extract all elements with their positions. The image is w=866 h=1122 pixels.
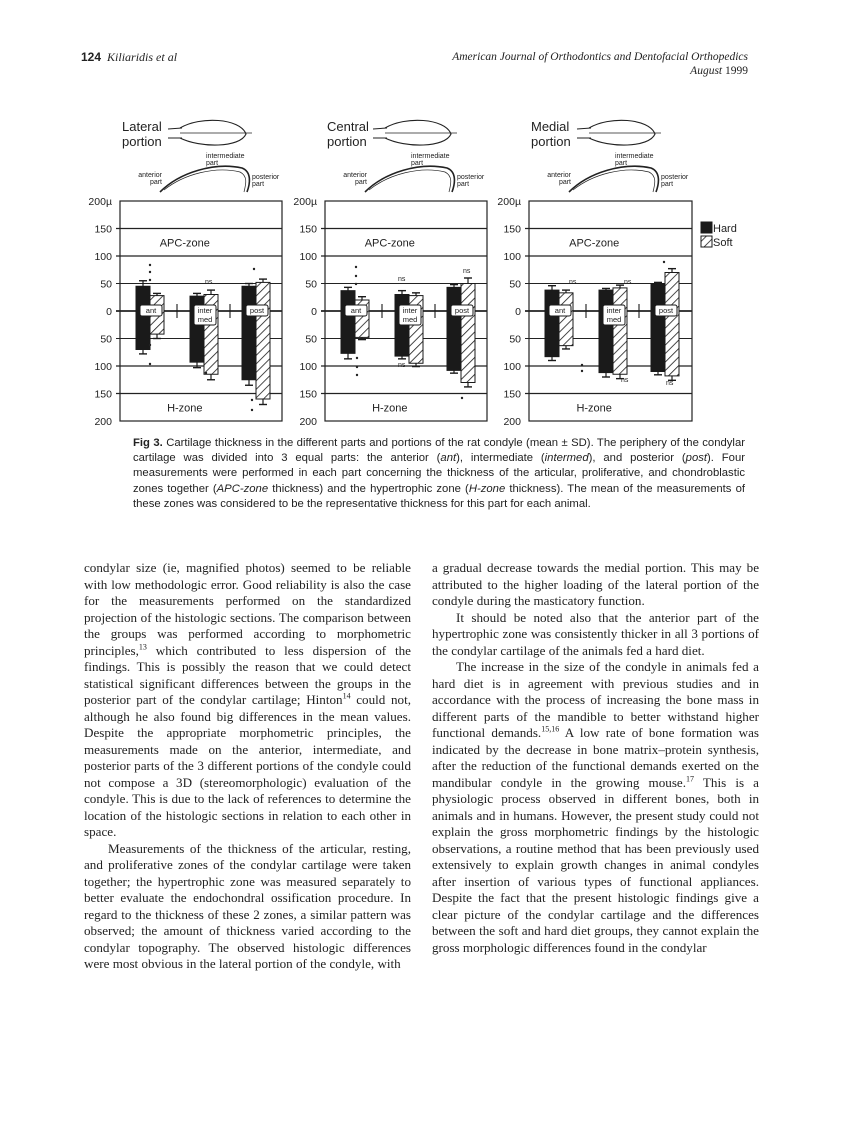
svg-text:post: post — [658, 306, 674, 315]
y-tick-label: 50 — [509, 333, 521, 346]
svg-text:ant: ant — [350, 306, 362, 315]
journal-title: American Journal of Orthodontics and Dentofacial Orthopedics — [452, 51, 748, 63]
y-tick-label: 200 — [503, 416, 521, 428]
svg-text:med: med — [197, 315, 213, 324]
y-tick-label: 50 — [305, 278, 317, 291]
y-tick-label: 100 — [94, 361, 112, 373]
y-tick-label: 50 — [509, 278, 521, 291]
svg-text:portion: portion — [327, 134, 367, 149]
legend-swatch-hard — [701, 222, 712, 233]
bar-soft-post — [665, 273, 679, 376]
svg-text:inter: inter — [402, 306, 418, 315]
chart-panel-lateral-portion — [88, 119, 282, 428]
citation-ref: 14 — [342, 691, 351, 701]
svg-text:posterior: posterior — [457, 174, 485, 181]
outlier-point — [461, 397, 463, 399]
svg-text:part: part — [206, 160, 219, 167]
y-tick-label: 100 — [503, 361, 521, 373]
svg-text:anterior: anterior — [547, 172, 571, 179]
outlier-point — [251, 399, 253, 401]
page-number: 124 — [81, 50, 102, 64]
ns-annotation: ns — [666, 380, 674, 387]
outlier-point — [355, 283, 357, 285]
y-tick-label: 0 — [515, 306, 521, 318]
y-tick-label: 200µ — [88, 196, 112, 208]
citation-ref: 15,16 — [541, 724, 560, 734]
cartilage-section-icon — [569, 166, 658, 192]
body-column-right — [432, 560, 759, 956]
outlier-point — [356, 374, 358, 376]
legend-swatch-soft — [701, 236, 712, 247]
svg-text:med: med — [606, 315, 622, 324]
outlier-point — [149, 279, 151, 281]
svg-text:anterior: anterior — [138, 172, 162, 179]
ns-annotation: ns — [398, 276, 406, 283]
figure-label: Fig 3. — [133, 437, 163, 449]
outlier-point — [149, 344, 151, 346]
ns-annotation: ns — [569, 279, 577, 286]
ns-annotation: ns — [624, 279, 632, 286]
svg-text:part: part — [615, 160, 628, 167]
bar-hard-post — [447, 287, 461, 370]
y-tick-label: 100 — [503, 251, 521, 263]
svg-text:part: part — [411, 160, 424, 167]
paragraph: It should be noted also that the anterior part of the hypertrophic zone was consistently thicker in all 3 portions of the condylar cartilage of the animals fed a hard diet. — [432, 609, 759, 658]
h-zone-label: H-zone — [576, 402, 612, 415]
svg-text:part: part — [354, 179, 367, 186]
svg-text:inter: inter — [197, 306, 213, 315]
ns-annotation: ns — [621, 377, 629, 384]
y-tick-label: 200 — [94, 416, 112, 428]
legend-label: Soft — [713, 237, 733, 249]
chart-legend — [701, 222, 737, 249]
y-tick-label: 0 — [106, 306, 112, 318]
ns-annotation: ns — [463, 268, 471, 275]
y-tick-label: 200µ — [497, 196, 521, 208]
svg-text:ant: ant — [145, 306, 157, 315]
cartilage-section-icon — [365, 166, 454, 192]
svg-text:posterior: posterior — [661, 174, 689, 181]
svg-text:intermediate: intermediate — [411, 153, 450, 160]
h-zone-label: H-zone — [372, 402, 408, 415]
bar-soft-post — [461, 284, 475, 383]
paragraph: a gradual decrease towards the medial portion. This may be attributed to the higher loading of the lateral portion of the condyle during the masticatory function. — [432, 560, 759, 608]
apc-zone-label: APC-zone — [569, 237, 620, 250]
outlier-point — [251, 409, 253, 411]
svg-text:posterior: posterior — [252, 174, 280, 181]
citation-ref: 13 — [138, 642, 147, 652]
bar-hard-post — [242, 286, 256, 380]
y-tick-label: 100 — [299, 361, 317, 373]
outlier-point — [356, 366, 358, 368]
outlier-point — [149, 264, 151, 266]
paragraph: Measurements of the thickness of the articular, resting, and proliferative zones of the condylar cartilage were taken together; the hypertrophic zone was measured separately to better evaluate the endochondral ossification procedure. In regard to the thickness of these 2 zones, a similar pattern was observed; the amount of thickness varied according to the condylar topography. The observed histologic differences were most obvious in the lateral portion of the condyle, with — [84, 840, 411, 971]
outlier-point — [149, 271, 151, 273]
y-tick-label: 100 — [299, 251, 317, 263]
citation-ref: 17 — [686, 774, 695, 784]
svg-text:ant: ant — [554, 306, 566, 315]
legend-label: Hard — [713, 223, 737, 235]
outlier-point — [253, 268, 255, 270]
svg-text:intermediate: intermediate — [615, 153, 654, 160]
svg-text:post: post — [249, 306, 265, 315]
outlier-point — [663, 261, 665, 263]
outlier-point — [355, 266, 357, 268]
svg-text:part: part — [558, 179, 571, 186]
ns-annotation: ns — [205, 279, 213, 286]
y-tick-label: 150 — [299, 388, 317, 401]
bar-hard-ant — [545, 290, 559, 357]
portion-title: Medial — [531, 119, 570, 134]
y-tick-label: 150 — [94, 223, 112, 236]
body-column-left — [84, 560, 411, 973]
outlier-point — [149, 363, 151, 365]
svg-text:part: part — [149, 179, 162, 186]
outlier-point — [581, 364, 583, 366]
bar-soft-inter-med — [613, 288, 627, 374]
svg-text:inter: inter — [606, 306, 622, 315]
portion-title: Central — [327, 119, 369, 134]
chart-panel-medial-portion — [497, 119, 692, 428]
ns-annotation: ns — [398, 362, 406, 369]
chart-panel-central-portion — [293, 119, 487, 428]
y-tick-label: 200 — [299, 416, 317, 428]
y-tick-label: 50 — [100, 278, 112, 291]
svg-text:part: part — [457, 181, 470, 188]
bar-hard-inter-med — [599, 290, 613, 373]
bar-hard-ant — [341, 291, 355, 354]
svg-text:portion: portion — [531, 134, 571, 149]
svg-text:post: post — [454, 306, 470, 315]
paragraph: The increase in the size of the condyle in animals fed a hard diet is in agreement with previous studies and in accordance with the process of increasing the bone mass in different parts of the mandible to better withstand higher functional demands.$^{15,16}$ A low rate of bone formation was indicated by the decrease in bone matrix–protein synthesis, after the reduction of the functional demands exerted on the mandibular condyle in the growing mouse.$^{17}$ This is a physiologic process observed in different bones, both in animals and in humans. However, the present study could not explain the gross morphometric findings by the histologic observations, a routine method that has been previously used extensively to explain growth changes in animal condyles after insertion of various types of functional appliances. Despite the fact that the present histologic findings give a clear picture of the condylar cartilage and the differences between the soft and hard diet groups, they cannot explain the gross morphologic differences found in the condylar — [432, 659, 759, 955]
outlier-point — [356, 357, 358, 359]
bar-hard-ant — [136, 286, 150, 349]
paragraph: condylar size (ie, magnified photos) seemed to be reliable with low methodologic error. Good reliability is also the case for the measurements performed on the standardized projection of the histologic sections. The comparison between the groups was performed according to morphometric principles,$^{13}$ which contributed to less dispersion of the findings. This is possibly the reason that we could detect statistical significant differences between the groups in the posterior part of the condylar cartilage; Hinton$^{14}$ could not, although he also found big differences in the mean values. Despite the appropriate morphometric principles, the measurements made on the anterior, intermediate, and posterior parts of the 3 different portions of the condyle could not compose a 3D (stereomorphologic) evaluation of the condyle. This is due to the lack of references to determine the location of the histologic sections in relation to each other in space. — [84, 560, 411, 839]
y-tick-label: 50 — [100, 333, 112, 346]
y-tick-label: 150 — [299, 223, 317, 236]
running-authors: Kiliaridis et al — [107, 50, 178, 64]
outlier-point — [581, 370, 583, 372]
outlier-point — [205, 372, 207, 374]
svg-text:portion: portion — [122, 134, 162, 149]
svg-text:anterior: anterior — [343, 172, 367, 179]
svg-text:part: part — [661, 181, 674, 188]
svg-text:med: med — [402, 315, 418, 324]
bar-soft-post — [256, 282, 270, 399]
y-tick-label: 200µ — [293, 196, 317, 208]
issue-date: August 1999 — [690, 65, 748, 77]
outlier-point — [355, 275, 357, 277]
apc-zone-label: APC-zone — [364, 237, 415, 250]
bar-hard-post — [651, 284, 665, 372]
svg-text:part: part — [252, 181, 265, 188]
h-zone-label: H-zone — [167, 402, 203, 415]
y-tick-label: 0 — [311, 306, 317, 318]
cartilage-section-icon — [160, 166, 249, 192]
figure-caption: Fig 3. Cartilage thickness in the different parts and portions of the rat condyle (mean ± SD). The periphery of the condylar cartilage was divided into 3 equal parts: the anterior (ant), intermediate (intermed), and posterior (post). Four measurements were performed in each part concerning the thickness of the articular, proliferative, and chondroblastic zones together (APC-zone thickness) and the hypertrophic zone (H-zone thickness). The mean of the measurements of these zones was considered to be the representative thickness for this part for each animal. — [133, 437, 745, 510]
portion-title: Lateral — [122, 119, 162, 134]
svg-text:intermediate: intermediate — [206, 153, 245, 160]
y-tick-label: 150 — [94, 388, 112, 401]
y-tick-label: 150 — [503, 223, 521, 236]
y-tick-label: 150 — [503, 388, 521, 401]
bar-soft-ant — [559, 293, 573, 346]
apc-zone-label: APC-zone — [159, 237, 210, 250]
y-tick-label: 100 — [94, 251, 112, 263]
y-tick-label: 50 — [305, 333, 317, 346]
